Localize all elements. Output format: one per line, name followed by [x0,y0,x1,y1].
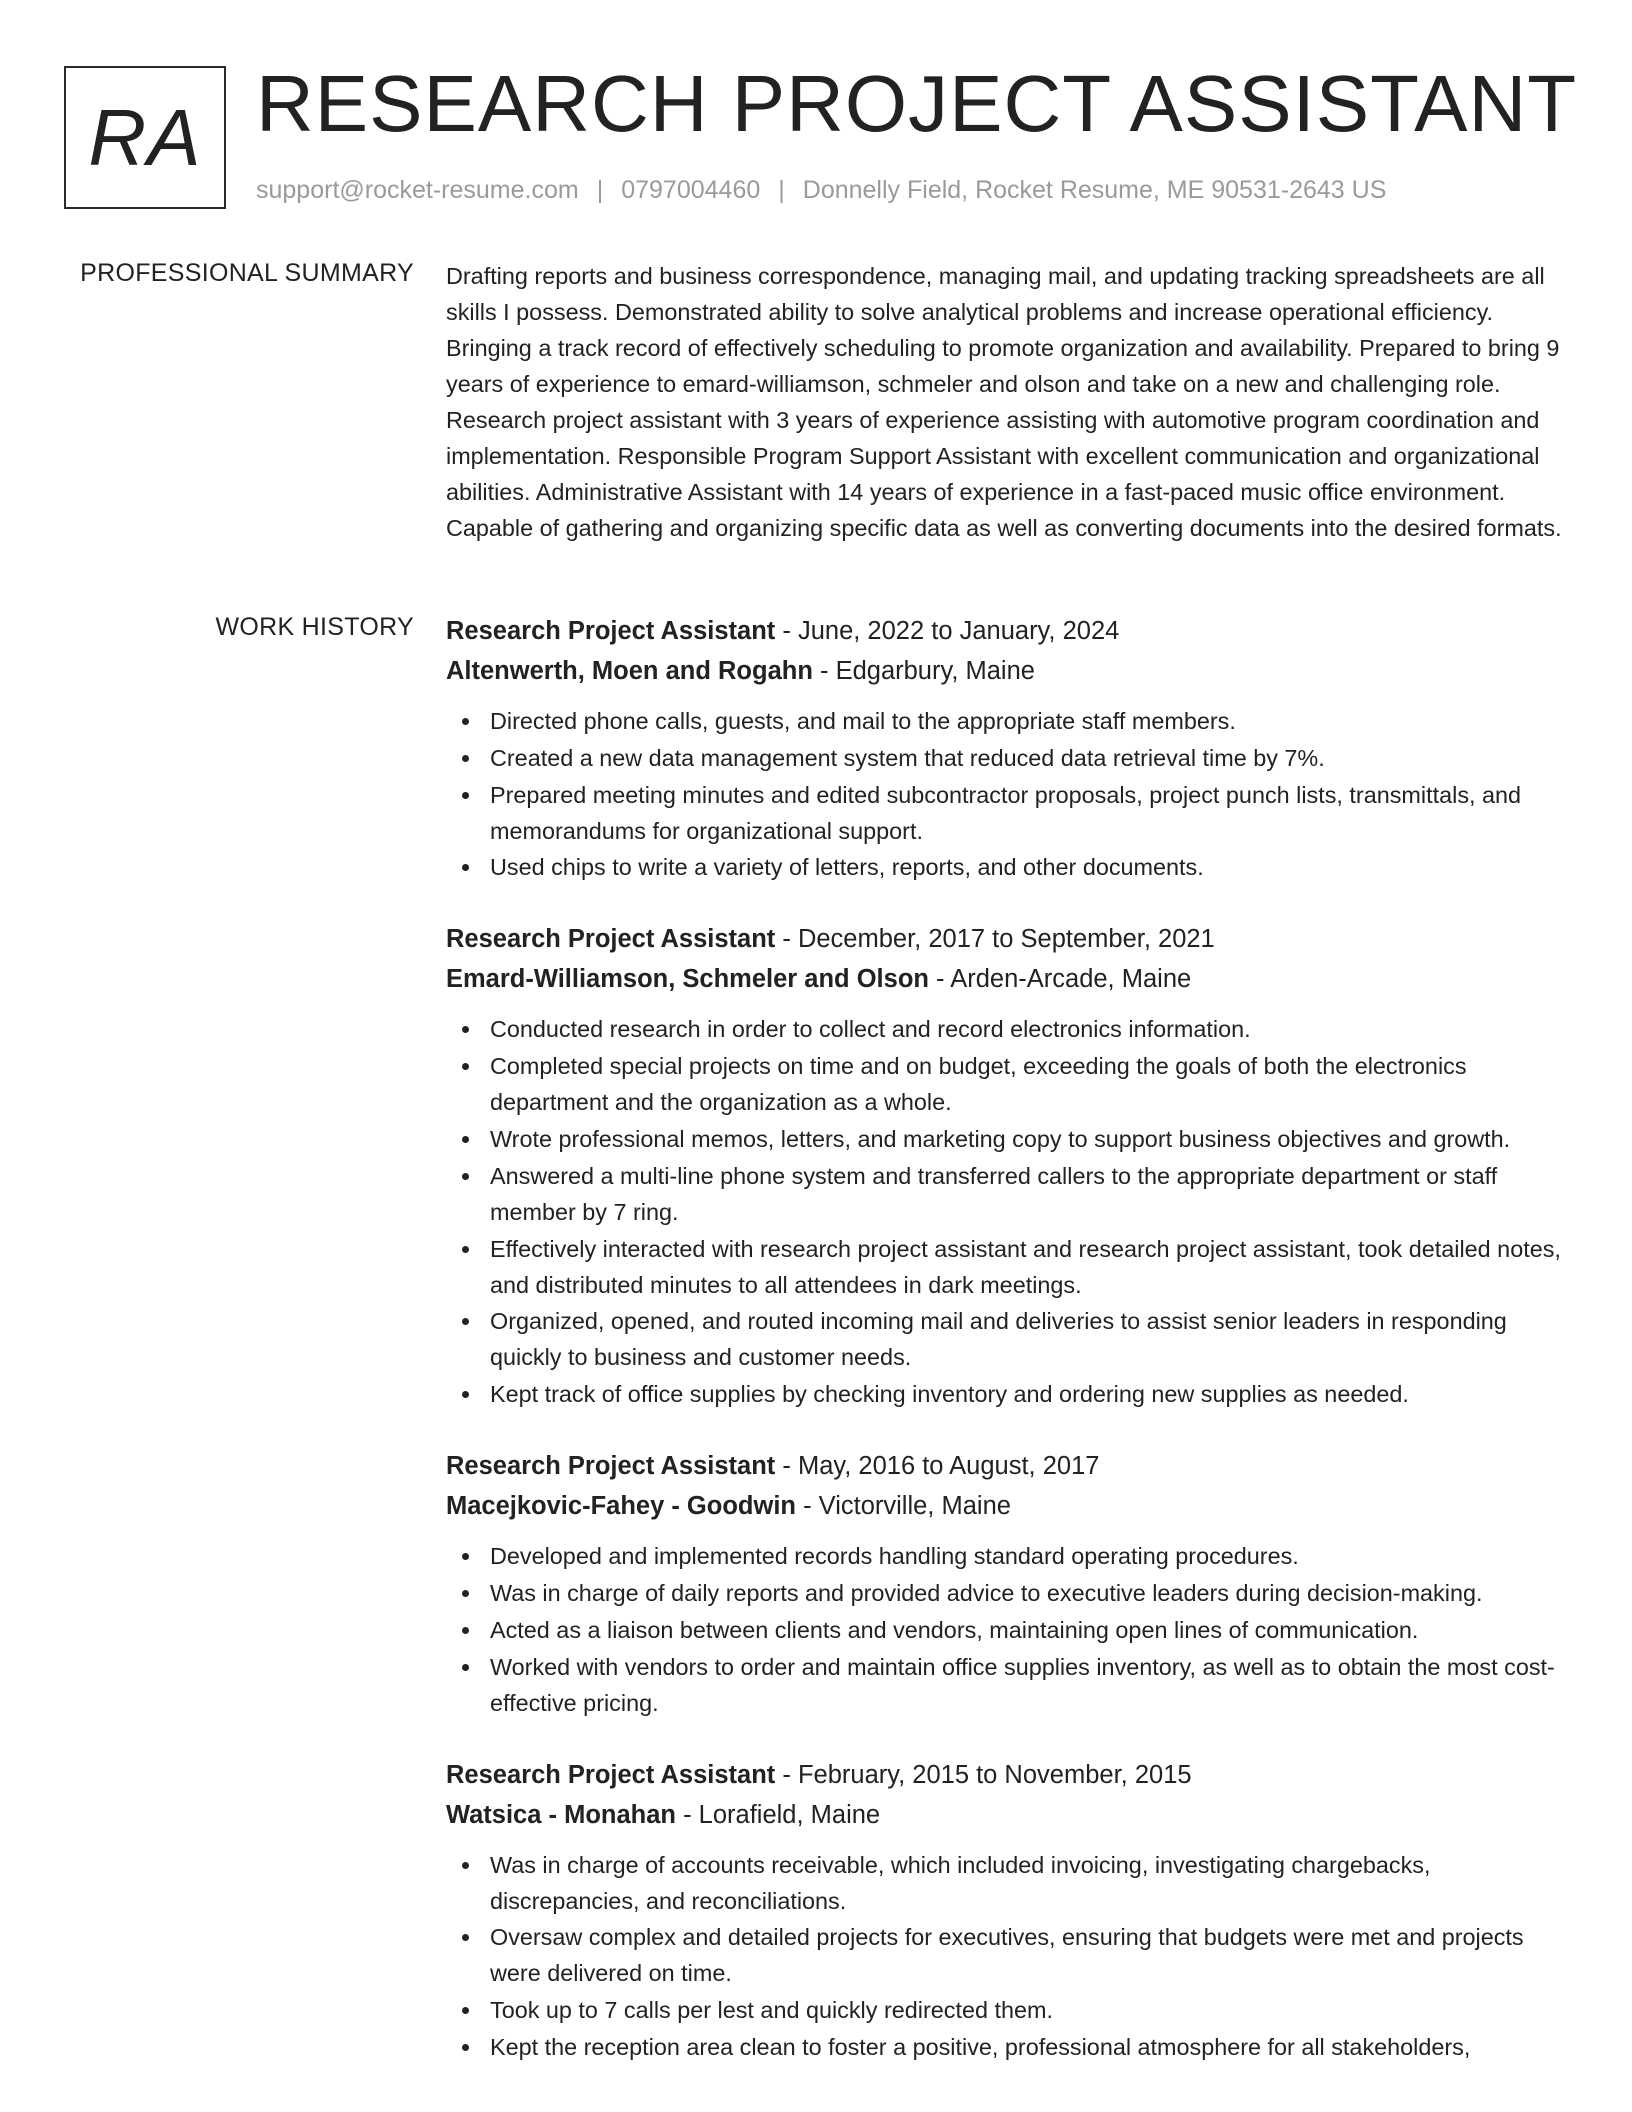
job-dates: - May, 2016 to August, 2017 [775,1452,1100,1481]
job-dates: - June, 2022 to January, 2024 [775,617,1120,645]
job-title-line [446,919,1566,959]
job-company-line [446,1486,1566,1526]
job-company-line [446,959,1566,999]
contact-separator: | [778,176,785,204]
job-bullet: Was in charge of accounts receivable, which included invoicing, investigating chargebacks, discrepancies, and reconciliations. [446,1847,1566,1919]
summary-text: Drafting reports and business correspondence, managing mail, and updating tracking spreadsheets are all skills I possess. Demonstrated ability to solve analytical problems and increase operational efficiency. Bringing a track record of effectively scheduling to promote organization and availability. Prepared to bring 9 years of experience to emard-williamson, schmeler and olson and take on a new and challenging role. Research project assistant with 3 years of experience assisting with automotive program coordination and implementation. Responsible Program Support Assistant with excellent communication and organizational abilities. Administrative Assistant with 14 years of experience in a fast-paced music office environment. Capable of gathering and organizing specific data as well as converting documents into the desired formats. [446,263,1562,541]
job-bullets [446,1011,1566,1412]
work-history-heading: WORK HISTORY [215,613,414,641]
job-bullet: Used chips to write a variety of letters, reports, and other documents. [446,849,1566,885]
job-bullets [446,703,1566,885]
job-bullet: Organized, opened, and routed incoming mail and deliveries to assist senior leaders in responding quickly to business and customer needs. [446,1303,1566,1375]
job-location: - Lorafield, Maine [676,1800,881,1829]
job-bullet: Acted as a liaison between clients and vendors, maintaining open lines of communication. [446,1612,1566,1648]
job-bullets [446,1538,1566,1720]
job-bullets [446,1847,1566,2065]
job-bullet: Conducted research in order to collect and record electronics information. [446,1011,1566,1047]
job-title: Research Project Assistant [446,925,776,954]
monogram-box [64,66,226,209]
job-company-line [446,1795,1566,1835]
job-bullet: Prepared meeting minutes and edited subcontractor proposals, project punch lists, transmittals, and memorandums for organizational support. [446,777,1566,849]
job-location: - Arden-Arcade, Maine [928,965,1192,994]
resume-name-title: RESEARCH PROJECT ASSISTANT [256,59,1578,148]
job-entry [446,1446,1566,1720]
job-bullet: Directed phone calls, guests, and mail to the appropriate staff members. [446,703,1566,739]
job-entry [446,611,1566,885]
job-bullet: Kept track of office supplies by checking inventory and ordering new supplies as needed. [446,1376,1566,1412]
job-location: - Edgarbury, Maine [812,657,1035,685]
job-company: Watsica - Monahan [446,1800,676,1829]
job-company: Altenwerth, Moen and Rogahn [446,657,813,685]
job-bullet: Effectively interacted with research project assistant and research project assistant, took detailed notes, and distributed minutes to all attendees in dark meetings. [446,1231,1566,1303]
job-title-line [446,611,1566,651]
job-bullet: Took up to 7 calls per lest and quickly redirected them. [446,1992,1566,2028]
job-bullet: Was in charge of daily reports and provided advice to executive leaders during decision-making. [446,1575,1566,1611]
job-company: Macejkovic-Fahey - Goodwin [446,1492,796,1521]
job-title: Research Project Assistant [446,617,776,645]
contact-phone[interactable]: 0797004460 [621,176,761,204]
job-title: Research Project Assistant [446,1760,776,1789]
contact-line [256,176,1386,205]
job-title-line [446,1446,1566,1486]
job-dates: - December, 2017 to September, 2021 [775,925,1215,954]
job-dates: - February, 2015 to November, 2015 [775,1760,1192,1789]
job-bullet: Created a new data management system that reduced data retrieval time by 7%. [446,740,1566,776]
contact-email[interactable]: support@rocket-resume.com [256,176,579,204]
job-bullet: Worked with vendors to order and maintain office supplies inventory, as well as to obtain the most cost-effective pricing. [446,1649,1566,1721]
job-bullet: Oversaw complex and detailed projects for executives, ensuring that budgets were met and projects were delivered on time. [446,1919,1566,1991]
job-entry [446,919,1566,1412]
job-list [446,611,1566,2099]
job-company-line [446,651,1566,691]
job-entry [446,1755,1566,2065]
job-bullet: Wrote professional memos, letters, and marketing copy to support business objectives and growth. [446,1121,1566,1157]
contact-address: Donnelly Field, Rocket Resume, ME 90531-2643 US [802,176,1387,204]
job-title: Research Project Assistant [446,1452,776,1481]
contact-separator: | [596,176,604,204]
job-bullet: Completed special projects on time and on budget, exceeding the goals of both the electronics department and the organization as a whole. [446,1048,1566,1120]
monogram-initials: RA [88,92,202,182]
job-bullet: Kept the reception area clean to foster a positive, professional atmosphere for all stakeholders, [446,2029,1566,2065]
job-company: Emard-Williamson, Schmeler and Olson [446,965,929,994]
job-bullet: Developed and implemented records handling standard operating procedures. [446,1538,1566,1574]
job-bullet: Answered a multi-line phone system and transferred callers to the appropriate department or staff member by 7 ring. [446,1158,1566,1230]
summary-heading: PROFESSIONAL SUMMARY [80,259,414,287]
job-title-line [446,1755,1566,1795]
job-location: - Victorville, Maine [796,1492,1011,1521]
